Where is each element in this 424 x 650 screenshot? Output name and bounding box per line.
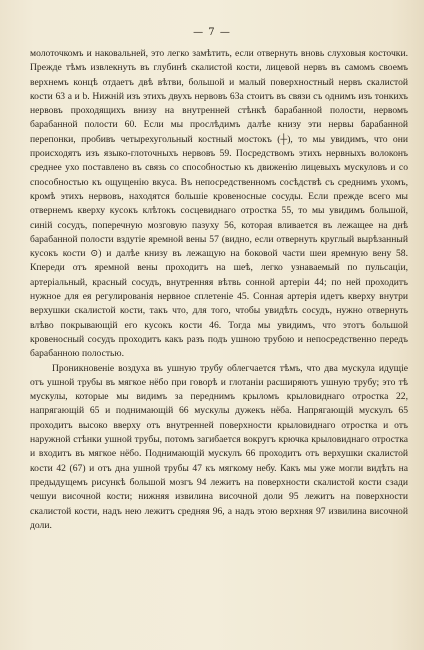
page-number: — 7 — xyxy=(193,27,231,38)
page-body-text xyxy=(30,47,408,533)
paragraph-auditory-tube-muscles: Проникновеніе воздуха въ ушную трубу облегчается тѣмъ, что два мускула идущіе отъ ушной трубы въ мягкое нёбо при говорѣ и глотаніи расширяютъ ушную трубу; это тѣ мускулы, которые мы видимъ за переднимъ крыломъ крыловиднаго отростка 22, напрягающій 65 и поднимающій 66 мускулы дужекъ нёба. Напрягающій мускулъ 65 проходитъ высоко вверху отъ внутренней поверхности крыловиднаго отростка и отъ наружной стѣнки ушной трубы, потомъ загибается вокругъ крючка крыловиднаго отростка и входитъ въ мягкое нёбо. Поднимающій мускулъ 66 проходитъ отъ верхушки скалистой кости 42 (67) и отъ дна ушной трубы 47 къ мягкому небу. Какъ мы уже могли видѣть на предыдущемъ рисункѣ большой мозгъ 94 лежитъ на поверхности скалистой кости сзади чешуи височной кости; нижняя извилина височной доли 95 лежитъ на поверхности скалистой кости, надъ нею лежитъ средняя 96, а надъ этою верхняя 97 извилина височной доли. xyxy=(30,362,408,531)
paragraph-anatomy-nerves-vessels: молоточкомъ и наковальней, это легко замѣтить, если отвернуть вновь слуховыя косточки. Прежде тѣмъ извлекнуть въ глубинѣ скалистой кости, лицевой нервъ въ самомъ своемъ верхнемъ концѣ отдаетъ двѣ вѣтви, большой и малый поверхностный нервъ скалистой кости 63 а и b. Нижній изъ этихъ двухъ нервовъ 63а стоитъ въ связи съ однимъ изъ тонкихъ нервовъ проходящихъ внизу на внутренней стѣнкѣ барабанной полости, нервомъ барабанной полости 60. Если мы прослѣдимъ далѣе книзу эти нервы барабанной перепонки, пробивъ четырехугольный костный мостокъ (┼), то мы увидимъ, что они происходятъ изъ языко-глоточныхъ нервовъ 59. Посредствомъ этихъ нервныхъ волоконъ среднее ухо поставлено въ связь со способностью къ движенію лицевыхъ мускуловъ и со способностью къ ощущенію вкуса. Въ непосредственномъ сосѣдствѣ съ среднимъ ухомъ, кромѣ этихъ нервовъ, находятся большіе кровеносные сосуды. Если прежде всего мы отвернемъ кверху кусокъ клѣтокъ сосцевиднаго отростка 55, то мы увидимъ большой, синій сосудъ, поперечную мозговую пазуху 56, которая вливается въ лежащее на днѣ барабанной полости вздутіе яремной вены 57 (видно, если отвернуть круглый вырѣзанный кусокъ кости ⊙) и далѣе книзу въ лежащую на боковой части шеи яремную вену 58. Кпереди отъ яремной вены проходитъ на шеѣ, легко узнаваемый по пульсаціи, артеріальный, красный сосудъ, внутренняя вѣтвь сонной артеріи 44; по ней проходитъ нужное для ея регулированія нервное сплетеніе 45. Сонная артерія идетъ кверху внутри верхушки скалистой кости, такъ что, для того, чтобы увидѣть сосудъ, нужно отвернуть влѣво покрывающій его кусокъ кости 46. Тогда мы увидимъ, что этотъ большой кровеносный сосудъ проходитъ какъ разъ подъ ушною трубою и непосредственно передъ барабанною полостью. xyxy=(30,48,408,360)
